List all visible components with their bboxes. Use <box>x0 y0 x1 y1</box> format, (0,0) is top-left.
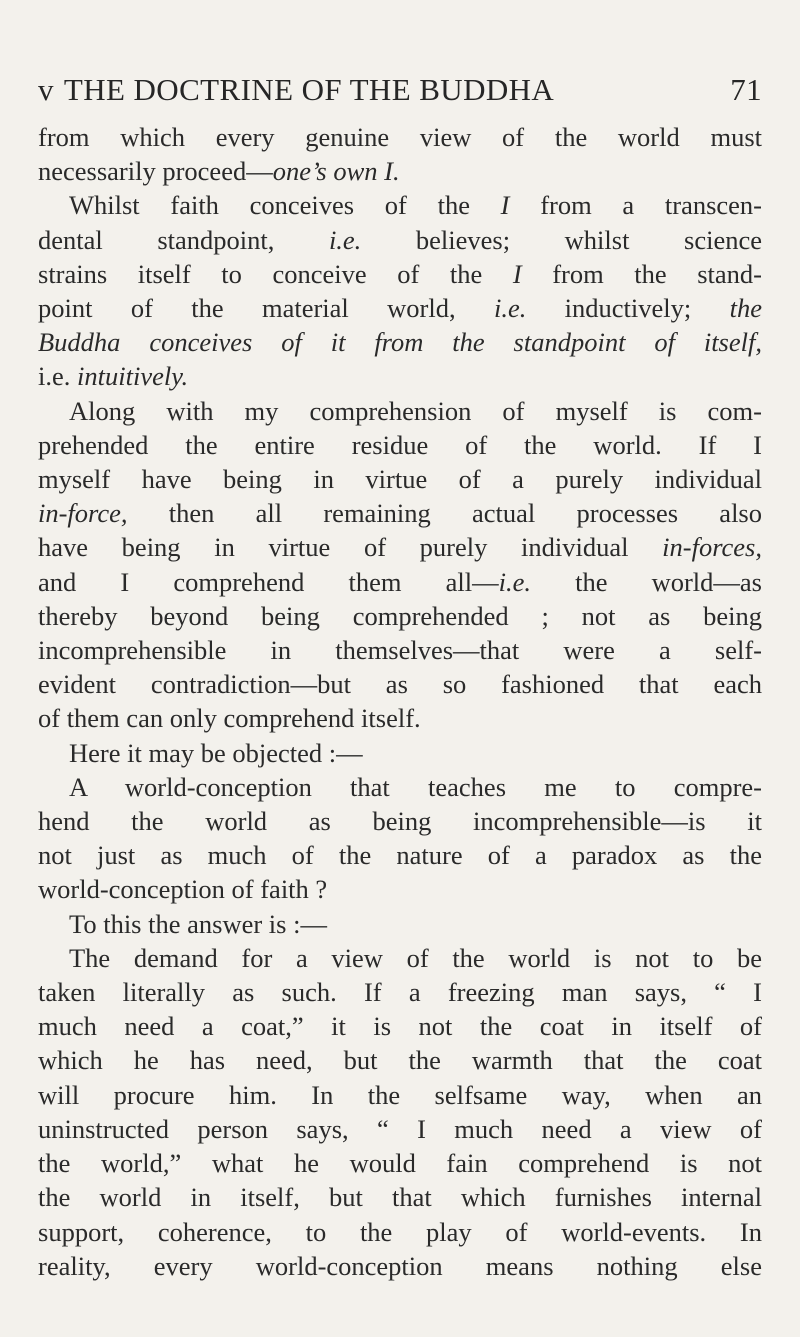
text-run: evident contradiction—but as so fashioned that each <box>38 669 762 700</box>
text-line <box>38 1009 762 1043</box>
text-run: world-conception of faith ? <box>38 874 328 905</box>
text-run: Along with my comprehension of myself is com- <box>69 395 762 426</box>
text-line <box>38 907 762 941</box>
text-line <box>38 941 762 975</box>
text-run: i.e. <box>38 361 77 392</box>
text-line <box>38 462 762 496</box>
text-run: To this the answer is :— <box>69 908 327 939</box>
text-run: from which every genuine view of the world must <box>38 122 762 152</box>
text-line <box>38 1043 762 1077</box>
text-line <box>38 565 762 599</box>
text-run: necessarily proceed— <box>38 156 273 187</box>
text-run: have being in virtue of purely individual <box>38 532 663 563</box>
text-line <box>38 223 762 257</box>
text-run: and I comprehend them all— <box>38 566 499 597</box>
text-line <box>38 701 762 735</box>
italic-text: intuitively. <box>77 361 189 392</box>
text-line <box>38 188 762 222</box>
text-line <box>38 1078 762 1112</box>
text-line <box>38 394 762 428</box>
page-number: 71 <box>730 72 762 107</box>
text-run: taken literally as such. If a freezing man says, “ I <box>38 977 762 1008</box>
text-run: believes; whilst science <box>361 224 762 255</box>
italic-text: in-forces, <box>662 532 762 563</box>
text-run: reality, every world-conception means nothing else <box>38 1250 762 1281</box>
text-run: uninstructed person says, “ I much need a view of <box>38 1113 762 1144</box>
text-run: from a transcen- <box>509 190 762 221</box>
italic-text: in-force, <box>38 498 128 529</box>
text-run: Here it may be objected :— <box>69 737 363 768</box>
chapter-number: v <box>38 72 54 107</box>
text-run: thereby beyond being comprehended ; not as being <box>38 600 762 631</box>
running-title: THE DOCTRINE OF THE BUDDHA <box>63 72 555 107</box>
running-head <box>38 72 762 108</box>
text-run: then all remaining actual processes also <box>127 498 762 529</box>
text-run: point of the material world, <box>38 293 494 324</box>
italic-text: i.e. <box>328 224 362 255</box>
text-line <box>38 975 762 1009</box>
text-run: the world in itself, but that which furnishes internal <box>38 1182 762 1213</box>
text-run: A world-conception that teaches me to compre- <box>69 771 762 802</box>
text-line <box>38 1249 762 1283</box>
text-run: inductively; <box>526 293 730 324</box>
text-run: which he has need, but the warmth that the coat <box>38 1045 762 1076</box>
text-run: Whilst faith conceives of the <box>69 190 501 221</box>
text-run: not just as much of the nature of a paradox as the <box>38 840 762 871</box>
text-run: strains itself to conceive of the <box>38 258 513 289</box>
text-run: will procure him. In the selfsame way, when an <box>38 1079 762 1110</box>
text-line <box>38 736 762 770</box>
text-line <box>38 120 762 154</box>
text-run: incomprehensible in themselves—that were a self- <box>38 635 762 666</box>
italic-text: I <box>512 258 522 289</box>
italic-text: i.e. <box>493 293 527 324</box>
text-line <box>38 804 762 838</box>
italic-text: i.e. <box>498 566 531 597</box>
italic-text: the <box>729 293 762 324</box>
text-line <box>38 599 762 633</box>
text-line <box>38 1215 762 1249</box>
text-line <box>38 1112 762 1146</box>
text-line <box>38 291 762 325</box>
text-line <box>38 633 762 667</box>
text-line <box>38 1180 762 1214</box>
text-run: myself have being in virtue of a purely individual <box>38 464 762 495</box>
text-line <box>38 838 762 872</box>
text-run: hend the world as being incomprehensible—is it <box>38 806 762 837</box>
text-run: much need a coat,” it is not the coat in itself of <box>38 1011 762 1042</box>
text-run: support, coherence, to the play of world-events. In <box>38 1216 762 1247</box>
text-line <box>38 530 762 564</box>
text-run: The demand for a view of the world is not to be <box>69 942 762 973</box>
text-run: the world,” what he would fain comprehend is not <box>38 1148 762 1179</box>
text-line <box>38 667 762 701</box>
text-run: the world—as <box>530 566 762 597</box>
body-text <box>38 120 762 1283</box>
text-line <box>38 257 762 291</box>
text-run: from the stand- <box>521 258 762 289</box>
text-run: prehended the entire residue of the world. If I <box>38 429 762 460</box>
text-line <box>38 428 762 462</box>
italic-text: one’s own I. <box>272 156 400 187</box>
text-line <box>38 154 762 188</box>
text-line <box>38 770 762 804</box>
text-run: dental standpoint, <box>38 224 329 255</box>
text-run: of them can only comprehend itself. <box>38 703 421 734</box>
text-line <box>38 359 762 393</box>
italic-text: I <box>500 190 510 221</box>
text-line <box>38 325 762 359</box>
text-line <box>38 872 762 906</box>
italic-text: Buddha conceives of it from the standpoint of itself, <box>38 327 762 358</box>
text-line <box>38 1146 762 1180</box>
text-line <box>38 496 762 530</box>
